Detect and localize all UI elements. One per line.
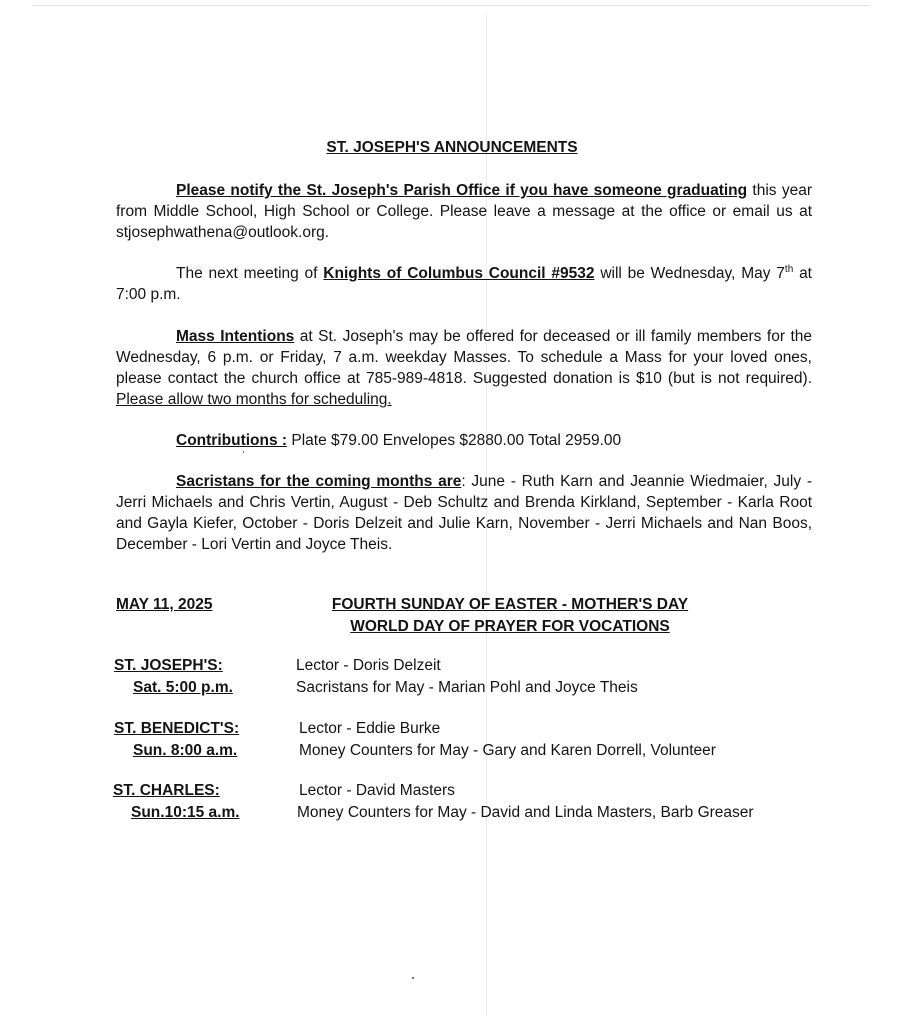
ministers-line: Money Counters for May - David and Linda Masters, Barb Greaser — [297, 804, 754, 821]
liturgical-day-title: FOURTH SUNDAY OF EASTER - MOTHER'S DAY — [331, 596, 689, 613]
page-title: ST. JOSEPH'S ANNOUNCEMENTS — [326, 139, 578, 156]
lector-line: Lector - Doris Delzeit — [296, 657, 441, 674]
knights-text-pre: The next meeting of — [176, 265, 324, 282]
schedule-date: MAY 11, 2025 — [116, 596, 213, 613]
knights-date-suffix: th — [784, 263, 794, 275]
scan-speck — [243, 451, 244, 453]
ministers-line: Sacristans for May - Marian Pohl and Joyce Theis — [296, 679, 638, 696]
scan-edge-line — [32, 5, 870, 6]
church-name: ST. JOSEPH'S: — [114, 657, 223, 674]
contributions-line — [116, 430, 812, 451]
knights-council: Knights of Columbus Council #9532 — [323, 265, 595, 282]
liturgical-day-subtitle: WORLD DAY OF PRAYER FOR VOCATIONS — [350, 618, 670, 635]
scan-speck — [412, 977, 414, 979]
graduating-lead: Please notify the St. Joseph's Parish Office if you have someone graduating — [176, 182, 748, 199]
knights-text-mid: will be Wednesday, May 7 — [594, 265, 785, 282]
mass-intentions-text: at St. Joseph's may be offered for deceased or ill family members for the Wednesday, 6 p.m. or Friday, 7 a.m. weekday Masses. To schedule a Mass for your loved ones, please contact the church office at 785-989-4818. Suggested donation is $10 (but is not required). — [116, 328, 812, 387]
graduating-text: this year from Middle School, High School or College. Please leave a message at the office or email us at stjosephwathena@outlook.org. — [116, 182, 812, 241]
lector-line: Lector - David Masters — [299, 782, 455, 799]
contributions-text: Plate $79.00 Envelopes $2880.00 Total 2959.00 — [287, 432, 622, 449]
mass-time: Sun.10:15 a.m. — [131, 804, 240, 821]
church-name: ST. CHARLES: — [113, 782, 220, 799]
sacristans-lead: Sacristans for the coming months are — [176, 473, 462, 490]
lector-line: Lector - Eddie Burke — [299, 720, 441, 737]
sacristans-announcement — [116, 471, 812, 555]
sacristans-text: : June - Ruth Karn and Jeannie Wiedmaier, July - Jerri Michaels and Chris Vertin, August - Deb Schultz and Brenda Kirkland, September - Karla Root and Gayla Kiefer, October - Doris Delzeit and Julie Karn, November - Jerri Michaels and Nan Boos, December - Lori Vertin and Joyce Theis. — [116, 473, 812, 553]
mass-time: Sun. 8:00 a.m. — [133, 742, 238, 759]
mass-intentions-note: Please allow two months for scheduling. — [116, 391, 392, 408]
knights-text-post: at 7:00 p.m. — [116, 265, 812, 303]
ministers-line: Money Counters for May - Gary and Karen Dorrell, Volunteer — [299, 742, 716, 759]
church-name: ST. BENEDICT'S: — [114, 720, 240, 737]
graduating-announcement — [116, 180, 812, 243]
mass-intentions-announcement — [116, 326, 812, 410]
knights-announcement — [116, 263, 812, 305]
contributions-label: Contributions : — [176, 432, 288, 449]
mass-time: Sat. 5:00 p.m. — [133, 679, 233, 696]
mass-intentions-lead: Mass Intentions — [176, 328, 295, 345]
